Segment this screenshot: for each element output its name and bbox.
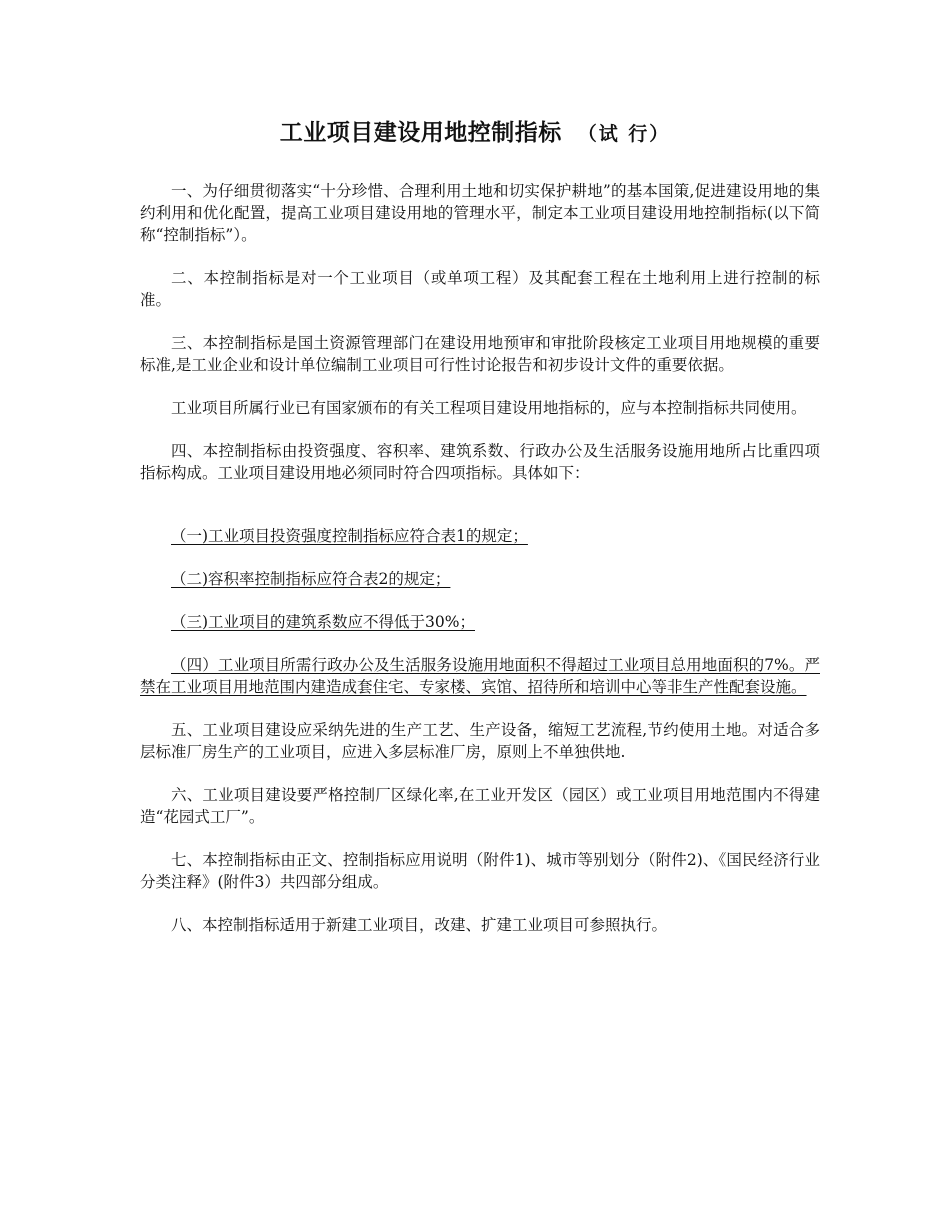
indicator-item-4-text: （四）工业项目所需行政办公及生活服务设施用地面积不得超过工业项目总用地面积的7%。严禁在工业项目用地范围内建造成套住宅、专家楼、宾馆、招待所和培训中心等非生产性配套设施。	[140, 656, 820, 696]
paragraph-1: 一、为仔细贯彻落实“十分珍惜、合理利用土地和切实保护耕地”的基本国策,促进建设用地的集约利用和优化配置，提高工业项目建设用地的管理水平，制定本工业项目建设用地控制指标(以下简称“控制指标”）。	[140, 182, 820, 244]
document-title	[0, 114, 950, 147]
indicator-item-3	[140, 611, 820, 633]
paragraph-9: 八、本控制指标适用于新建工业项目，改建、扩建工业项目可参照执行。	[171, 916, 668, 934]
indicator-item-3-text: （三)工业项目的建筑系数应不得低于30%；	[171, 613, 475, 631]
document-body	[140, 180, 820, 957]
paragraph-6: 五、工业项目建设应采纳先进的生产工艺、生产设备，缩短工艺流程,节约使用土地。对适合多层标准厂房生产的工业项目，应进入多层标准厂房，原则上不单独供地.	[140, 721, 820, 761]
paragraph-8: 七、本控制指标由正文、控制指标应用说明（附件1)、城市等别划分（附件2)、《国民经济行业分类注释》(附件3）共四部分组成。	[140, 851, 820, 891]
paragraph-3: 三、本控制指标是国土资源管理部门在建设用地预审和审批阶段核定工业项目用地规模的重要标准,是工业企业和设计单位编制工业项目可行性讨论报告和初步设计文件的重要依据。	[140, 334, 820, 374]
indicator-item-2	[140, 568, 820, 590]
indicator-item-1	[140, 525, 820, 547]
spacer	[140, 505, 820, 525]
paragraph-7: 六、工业项目建设要严格控制厂区绿化率,在工业开发区（园区）或工业项目用地范围内不得建造“花园式工厂”。	[140, 786, 820, 826]
title-suffix: （试 行）	[577, 123, 671, 145]
indicator-item-2-text: （二)容积率控制指标应符合表2的规定；	[171, 570, 451, 588]
paragraph-4: 工业项目所属行业已有国家颁布的有关工程项目建设用地指标的，应与本控制指标共同使用。	[171, 399, 807, 417]
indicator-item-4	[140, 654, 820, 698]
indicator-item-1-text: （一)工业项目投资强度控制指标应符合表1的规定；	[171, 527, 528, 545]
paragraph-5: 四、本控制指标由投资强度、容积率、建筑系数、行政办公及生活服务设施用地所占比重四项指标构成。工业项目建设用地必须同时符合四项指标。具体如下：	[140, 442, 820, 482]
title-text: 工业项目建设用地控制指标	[279, 120, 562, 146]
paragraph-2: 二、本控制指标是对一个工业项目（或单项工程）及其配套工程在土地利用上进行控制的标准。	[140, 269, 820, 309]
